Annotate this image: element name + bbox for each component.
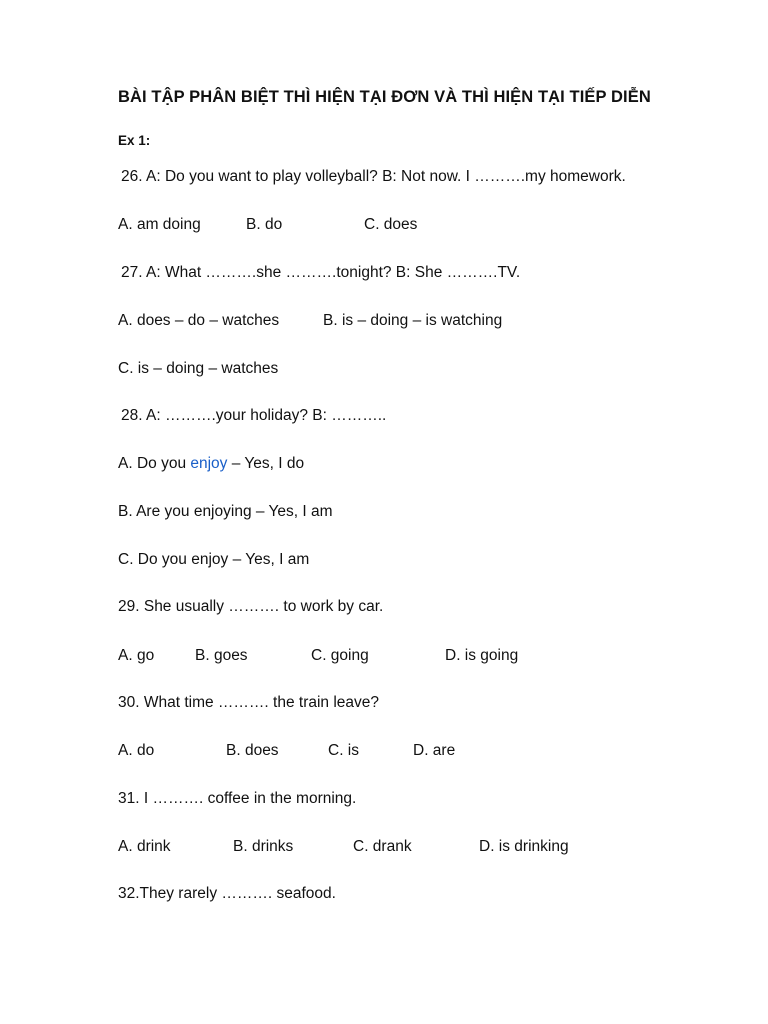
enjoy-link[interactable]: enjoy bbox=[190, 455, 228, 472]
q31-option-a: A. drink bbox=[118, 838, 171, 855]
question-27: 27. A: What ……….she ……….tonight? B: She ……….TV. bbox=[121, 264, 521, 281]
worksheet-title: BÀI TẬP PHÂN BIỆT THÌ HIỆN TẠI ĐƠN VÀ THÌ HIỆN TẠI TIẾP DIỄN bbox=[118, 88, 651, 106]
q28-option-a-suffix: – Yes, I do bbox=[227, 455, 305, 472]
q27-option-b: B. is – doing – is watching bbox=[323, 312, 503, 329]
q26-option-b: B. do bbox=[246, 216, 283, 233]
q28-option-a bbox=[118, 455, 304, 473]
q27-option-c: C. is – doing – watches bbox=[118, 360, 279, 377]
q29-option-d: D. is going bbox=[445, 647, 519, 664]
q29-option-a: A. go bbox=[118, 647, 155, 664]
q31-option-c: C. drank bbox=[353, 838, 412, 855]
question-31: 31. I ………. coffee in the morning. bbox=[118, 790, 357, 807]
q30-option-a: A. do bbox=[118, 742, 155, 759]
question-29: 29. She usually ………. to work by car. bbox=[118, 598, 384, 615]
question-30: 30. What time ………. the train leave? bbox=[118, 694, 380, 711]
q30-option-d: D. are bbox=[413, 742, 456, 759]
q29-option-b: B. goes bbox=[195, 647, 248, 664]
q26-option-c: C. does bbox=[364, 216, 418, 233]
q30-option-c: C. is bbox=[328, 742, 359, 759]
exercise-label: Ex 1: bbox=[118, 133, 151, 148]
q31-option-b: B. drinks bbox=[233, 838, 294, 855]
q28-option-b: B. Are you enjoying – Yes, I am bbox=[118, 503, 333, 520]
q28-option-c: C. Do you enjoy – Yes, I am bbox=[118, 551, 310, 568]
q26-option-a: A. am doing bbox=[118, 216, 201, 233]
question-28: 28. A: ……….your holiday? B: ……….. bbox=[121, 407, 387, 424]
question-32: 32.They rarely ………. seafood. bbox=[118, 885, 336, 902]
q31-option-d: D. is drinking bbox=[479, 838, 569, 855]
q30-option-b: B. does bbox=[226, 742, 279, 759]
q29-option-c: C. going bbox=[311, 647, 369, 664]
q27-option-a: A. does – do – watches bbox=[118, 312, 280, 329]
question-26: 26. A: Do you want to play volleyball? B: Not now. I ……….my homework. bbox=[121, 168, 626, 185]
q28-option-a-prefix: A. Do you bbox=[118, 455, 191, 472]
